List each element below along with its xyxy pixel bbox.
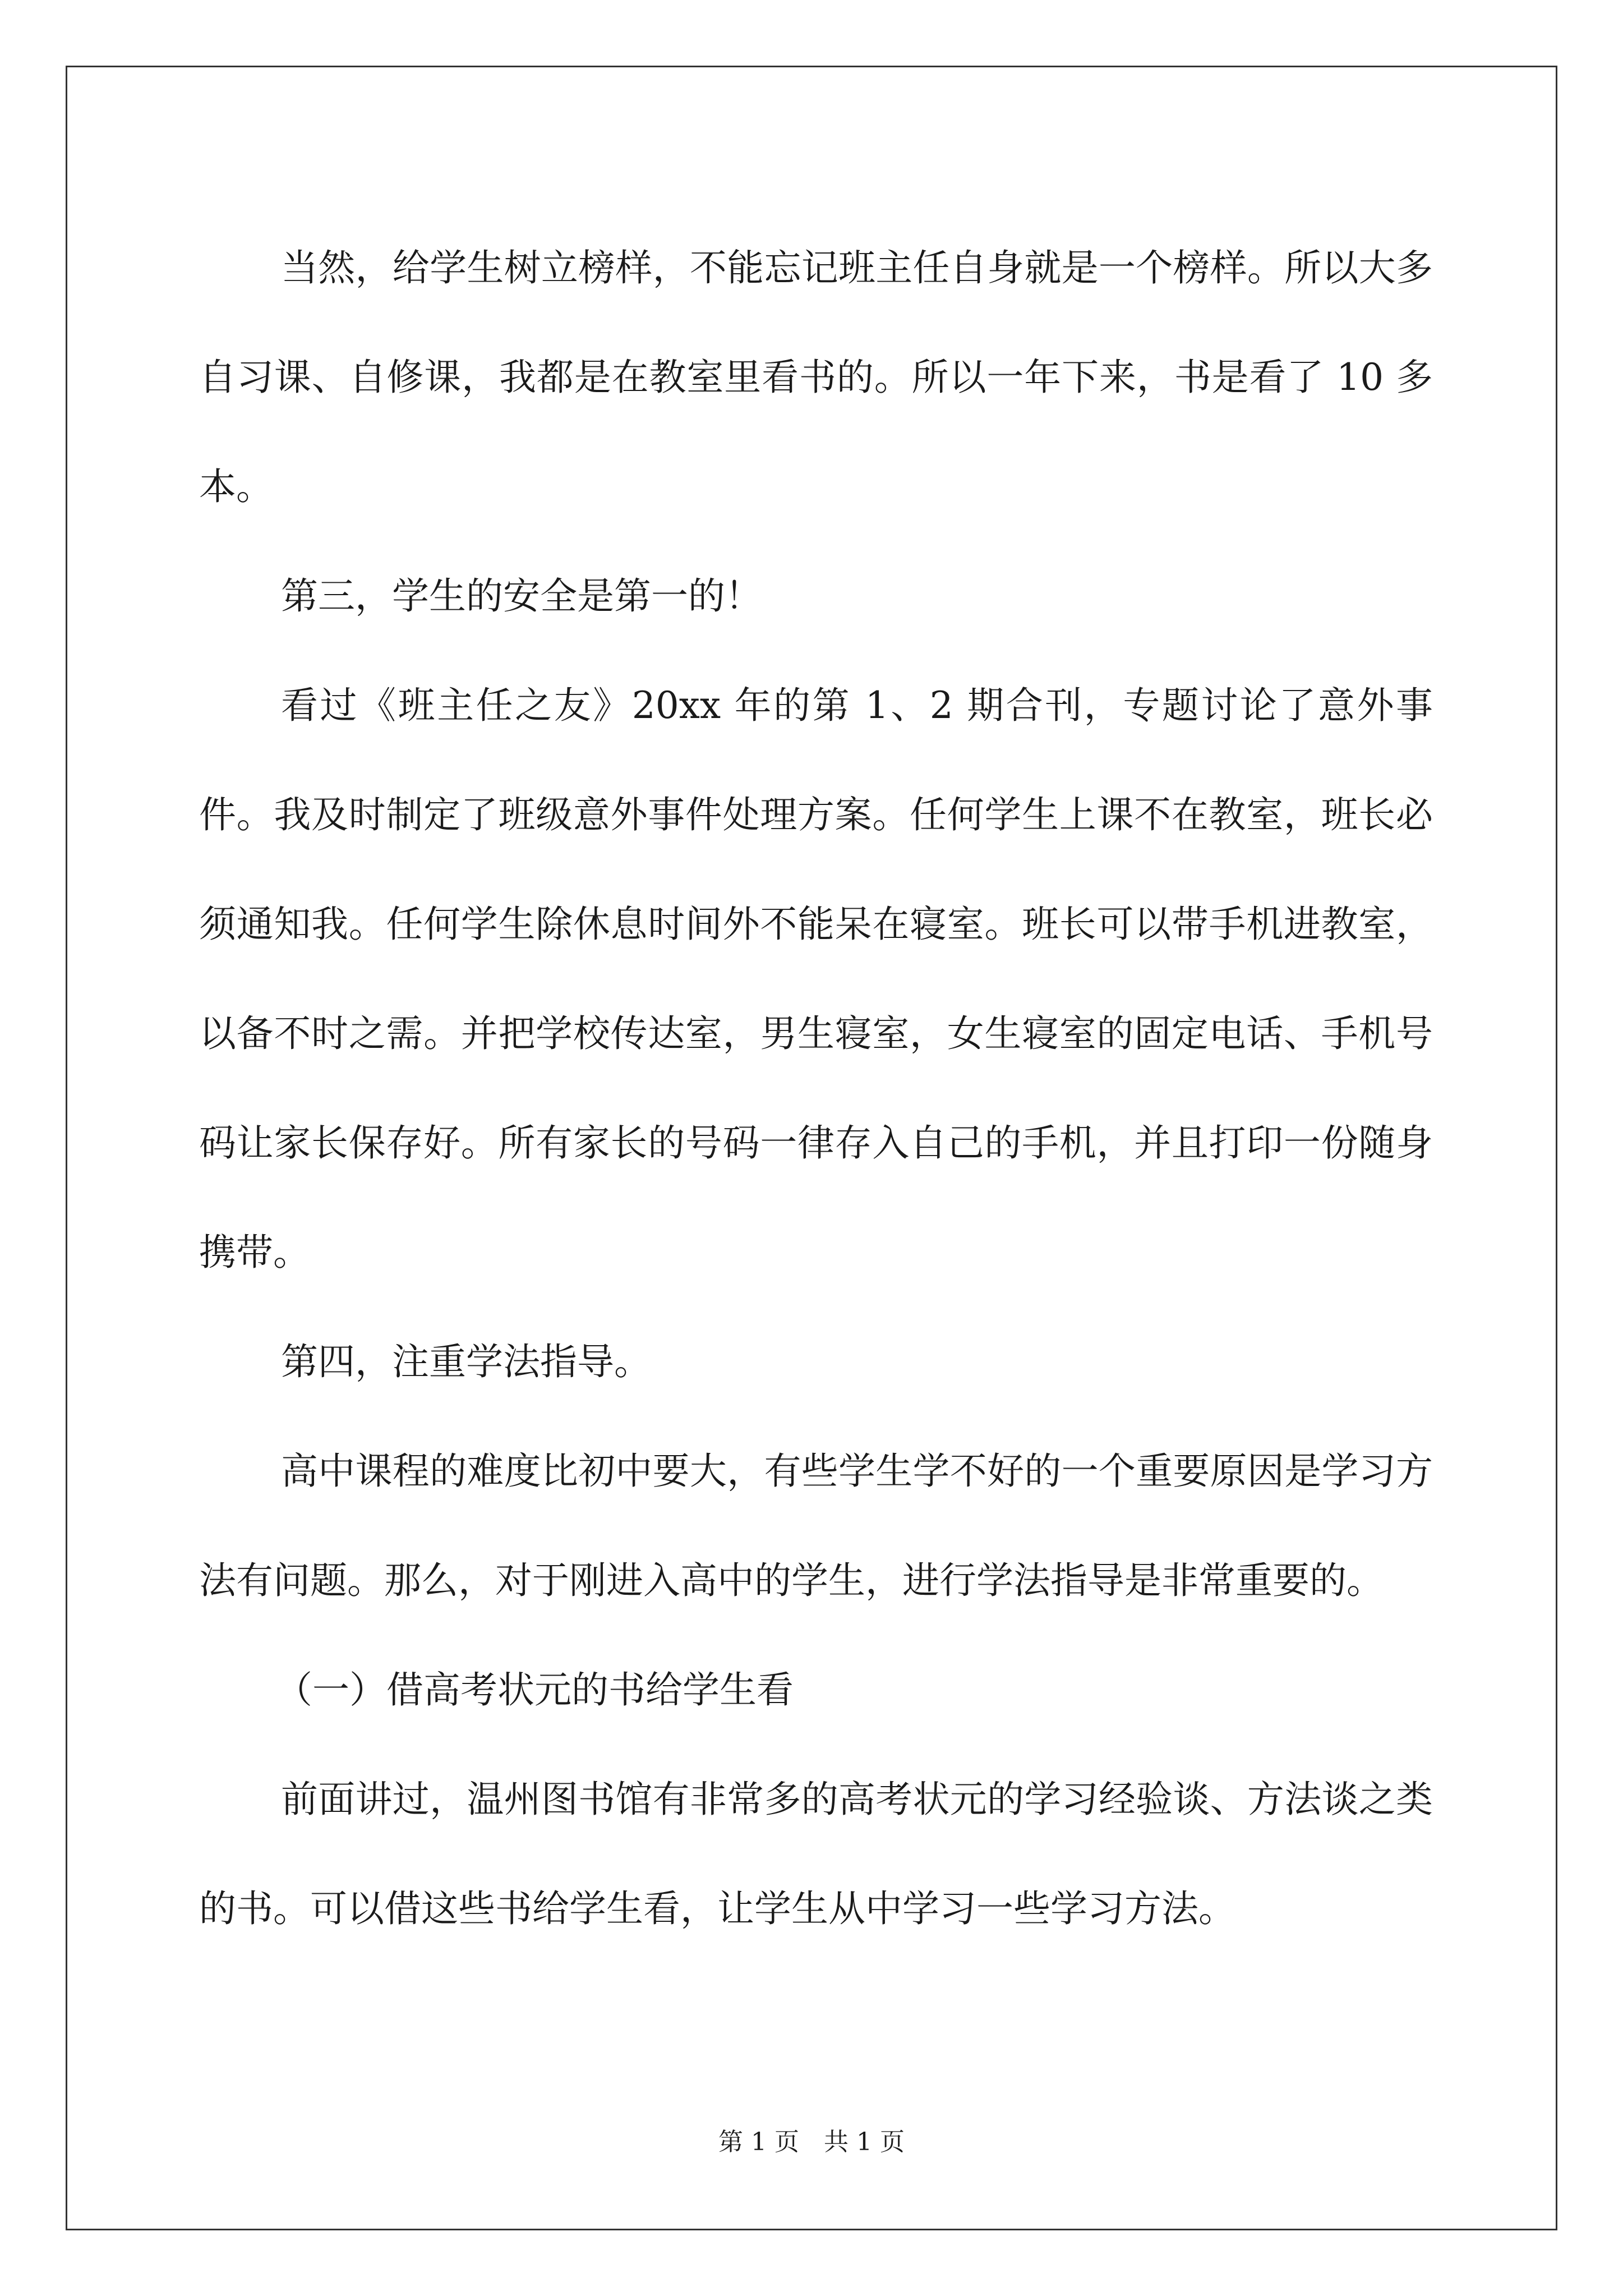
paragraph-subheading-books: （一）借高考状元的书给学生看 — [275, 1668, 794, 1711]
paragraph-role-model: 当然，给学生树立榜样，不能忘记班主任自身就是一个榜样。所以大多自习课、自修课，我都是在教室里看书的。所以一年下来，书是看了 10 多本。 — [199, 246, 1433, 508]
document-body — [199, 213, 1433, 1963]
page-number-footer: 第 1 页 共 1 页 — [718, 2128, 905, 2156]
paragraph-study-methods: 高中课程的难度比初中要大，有些学生学不好的一个重要原因是学习方法有问题。那么，对于刚进入高中的学生，进行学法指导是非常重要的。 — [199, 1450, 1433, 1602]
paragraph-heading-study-methods: 第四，注重学法指导。 — [281, 1340, 651, 1383]
paragraph-heading-safety: 第三，学生的安全是第一的！ — [281, 574, 762, 618]
paragraph-safety-plan: 看过《班主任之友》20xx 年的第 1、2 期合刊，专题讨论了意外事件。我及时制定了班级意外事件处理方案。任何学生上课不在教室，班长必须通知我。任何学生除休息时间外不能呆在寝室。班长可以带手机进教室，以备不时之需。并把学校传达室，男生寝室，女生寝室的固定电话、手机号码让家长保存好。所有家长的号码一律存入自己的手机，并且打印一份随身携带。 — [199, 684, 1433, 1274]
paragraph-library-books: 前面讲过，温州图书馆有非常多的高考状元的学习经验谈、方法谈之类的书。可以借这些书给学生看，让学生从中学习一些学习方法。 — [199, 1778, 1433, 1930]
